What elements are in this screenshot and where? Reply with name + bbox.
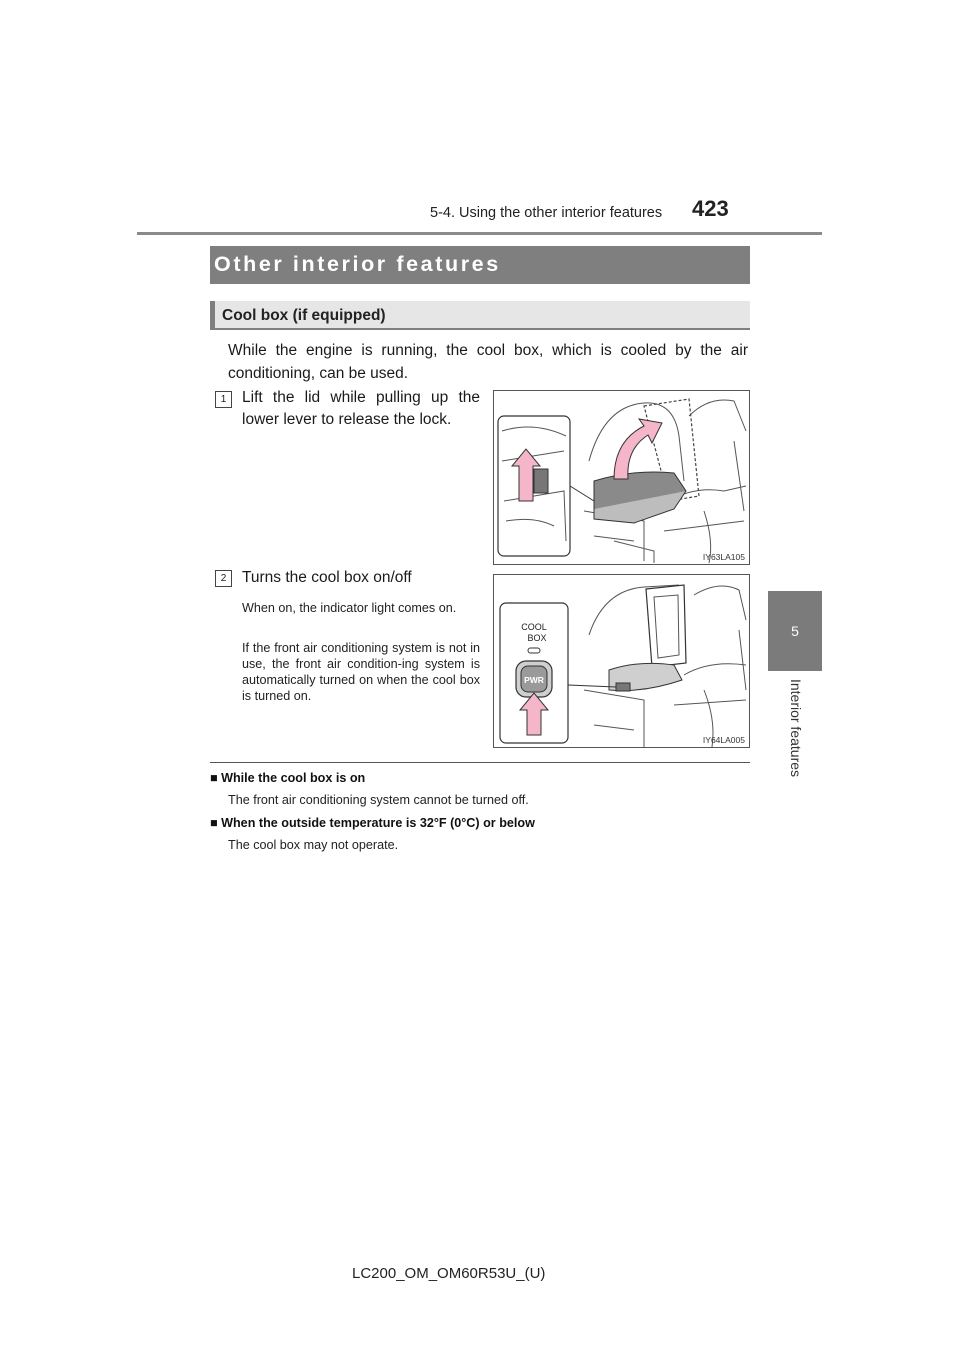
page-number: 423 xyxy=(692,196,729,221)
subsection-rule xyxy=(210,328,750,330)
chapter-tab: 5 xyxy=(768,591,822,671)
step-number-1: 1 xyxy=(215,391,232,408)
step-2-note-1: When on, the indicator light comes on. xyxy=(242,601,457,615)
intro-paragraph: While the engine is running, the cool box, which is cooled by the air conditioning, can be used. xyxy=(228,342,748,382)
footnote-rule xyxy=(210,762,750,763)
switch-label-top: COOL xyxy=(521,622,547,632)
footnote-1-body: The front air conditioning system cannot be turned off. xyxy=(228,793,529,807)
footnote-1-heading: ■ While the cool box is on xyxy=(210,771,366,785)
figure-code: IY64LA005 xyxy=(702,735,745,745)
header-rule xyxy=(137,232,822,235)
pwr-button-label: PWR xyxy=(524,675,544,685)
step-number-2: 2 xyxy=(215,570,232,587)
step-2-text: Turns the cool box on/off xyxy=(242,569,412,586)
step-1-text: Lift the lid while pulling up the lower lever to release the lock. xyxy=(242,389,480,428)
figure-cool-box-switch xyxy=(493,574,750,748)
switch-label-bottom: BOX xyxy=(527,633,547,643)
subsection-title: Cool box (if equipped) xyxy=(222,307,386,324)
figure-lift-lid xyxy=(493,390,750,565)
section-title: 5-4. Using the other interior features xyxy=(430,205,663,221)
figure-code: IY63LA105 xyxy=(702,552,745,562)
footnote-2-body: The cool box may not operate. xyxy=(228,838,399,852)
step-2-note-2: If the front air conditioning system is not in use, the front air condition-ing system is automatically turned on when the cool box is turned on. xyxy=(242,641,480,703)
page-title: Other interior features xyxy=(214,252,501,276)
document-code: LC200_OM_OM60R53U_(U) xyxy=(352,1265,546,1282)
footnote-2-heading: ■ When the outside temperature is 32°F (0°C) or below xyxy=(210,816,535,830)
chapter-tab-label: Interior features xyxy=(788,678,804,778)
